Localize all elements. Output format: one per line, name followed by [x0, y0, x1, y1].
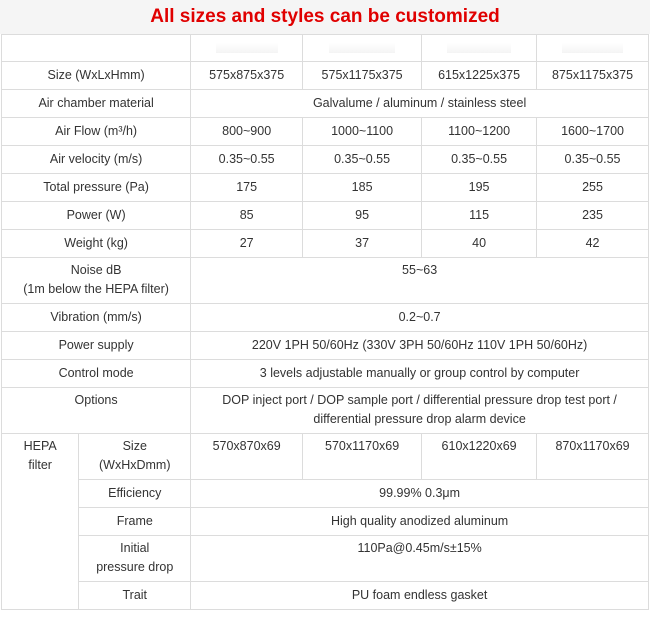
cell: 95 [303, 202, 422, 230]
row-size [2, 62, 649, 90]
cell: 875x1175x375 [537, 62, 649, 90]
cell: 575x875x375 [191, 62, 303, 90]
cell: 3 levels adjustable manually or group control by computer [191, 360, 649, 388]
banner [0, 0, 650, 34]
row-control-mode [2, 360, 649, 388]
row-power-supply [2, 332, 649, 360]
row-label [79, 536, 191, 582]
cell-line: DOP inject port / DOP sample port / differential pressure drop test port / [222, 393, 617, 407]
cell: 0.2~0.7 [191, 304, 649, 332]
row-hepa-size [2, 434, 649, 480]
cell: 37 [303, 230, 422, 258]
spec-table [1, 34, 649, 610]
row-hepa-trait [2, 582, 649, 610]
row-label-line: Initial [120, 541, 150, 555]
cell: 0.35~0.55 [537, 146, 649, 174]
cell: 0.35~0.55 [191, 146, 303, 174]
cell: 0.35~0.55 [303, 146, 422, 174]
cell: Galvalume / aluminum / stainless steel [191, 90, 649, 118]
row-label: Vibration (mm/s) [2, 304, 191, 332]
hepa-group-line: filter [28, 458, 52, 472]
row-hepa-frame [2, 508, 649, 536]
row-label: Power (W) [2, 202, 191, 230]
row-noise [2, 258, 649, 304]
cell: 220V 1PH 50/60Hz (330V 3PH 50/60Hz 110V 1PH 50/60Hz) [191, 332, 649, 360]
cell: 42 [537, 230, 649, 258]
cell: 575x1175x375 [303, 62, 422, 90]
cell: 255 [537, 174, 649, 202]
row-hepa-initial-pressure [2, 536, 649, 582]
row-label-line: (WxHxDmm) [99, 458, 171, 472]
cell: 570x1170x69 [303, 434, 422, 480]
row-weight [2, 230, 649, 258]
cell: 185 [303, 174, 422, 202]
row-air-chamber [2, 90, 649, 118]
row-options [2, 388, 649, 434]
row-hepa-efficiency [2, 480, 649, 508]
cell: 110Pa@0.45m/s±15% [191, 536, 649, 582]
cell: 27 [191, 230, 303, 258]
row-label: Air Flow (m³/h) [2, 118, 191, 146]
cell: 1100~1200 [422, 118, 537, 146]
cell: 0.35~0.55 [422, 146, 537, 174]
row-label-line: pressure drop [96, 560, 174, 574]
cell: 40 [422, 230, 537, 258]
cell: 570x870x69 [191, 434, 303, 480]
row-label: Size (WxLxHmm) [2, 62, 191, 90]
row-label: Total pressure (Pa) [2, 174, 191, 202]
row-label [79, 434, 191, 480]
row-air-flow [2, 118, 649, 146]
row-air-velocity [2, 146, 649, 174]
cell-line: differential pressure drop alarm device [313, 412, 526, 426]
image-cell-label [2, 35, 191, 62]
cell: 195 [422, 174, 537, 202]
cell: PU foam endless gasket [191, 582, 649, 610]
cell [191, 388, 649, 434]
product-image-1 [191, 35, 303, 62]
cell: 1000~1100 [303, 118, 422, 146]
cell: 85 [191, 202, 303, 230]
hepa-group-label [2, 434, 79, 610]
row-label: Air velocity (m/s) [2, 146, 191, 174]
cell: 99.99% 0.3μm [191, 480, 649, 508]
cell: 870x1170x69 [537, 434, 649, 480]
cell: 115 [422, 202, 537, 230]
row-label-line: Noise dB [70, 263, 122, 277]
product-image-2 [303, 35, 422, 62]
row-label: Frame [79, 508, 191, 536]
row-label: Power supply [2, 332, 191, 360]
row-label: Weight (kg) [2, 230, 191, 258]
row-label: Efficiency [79, 480, 191, 508]
row-label: Control mode [2, 360, 191, 388]
cell: 1600~1700 [537, 118, 649, 146]
row-label [2, 258, 191, 304]
cell: 615x1225x375 [422, 62, 537, 90]
row-label-line: (1m below the HEPA filter) [23, 282, 169, 296]
product-image-3 [422, 35, 537, 62]
row-power [2, 202, 649, 230]
product-image-row [2, 35, 649, 62]
cell: 800~900 [191, 118, 303, 146]
cell: 175 [191, 174, 303, 202]
row-total-pressure [2, 174, 649, 202]
row-label: Options [2, 388, 191, 434]
row-label: Air chamber material [2, 90, 191, 118]
cell: 610x1220x69 [422, 434, 537, 480]
product-image-4 [537, 35, 649, 62]
cell: 55~63 [191, 258, 649, 304]
row-label: Trait [79, 582, 191, 610]
cell: 235 [537, 202, 649, 230]
row-label-line: Size [122, 439, 147, 453]
hepa-group-line: HEPA [23, 439, 57, 453]
cell: High quality anodized aluminum [191, 508, 649, 536]
row-vibration [2, 304, 649, 332]
banner-title: All sizes and styles can be customized [150, 6, 500, 27]
